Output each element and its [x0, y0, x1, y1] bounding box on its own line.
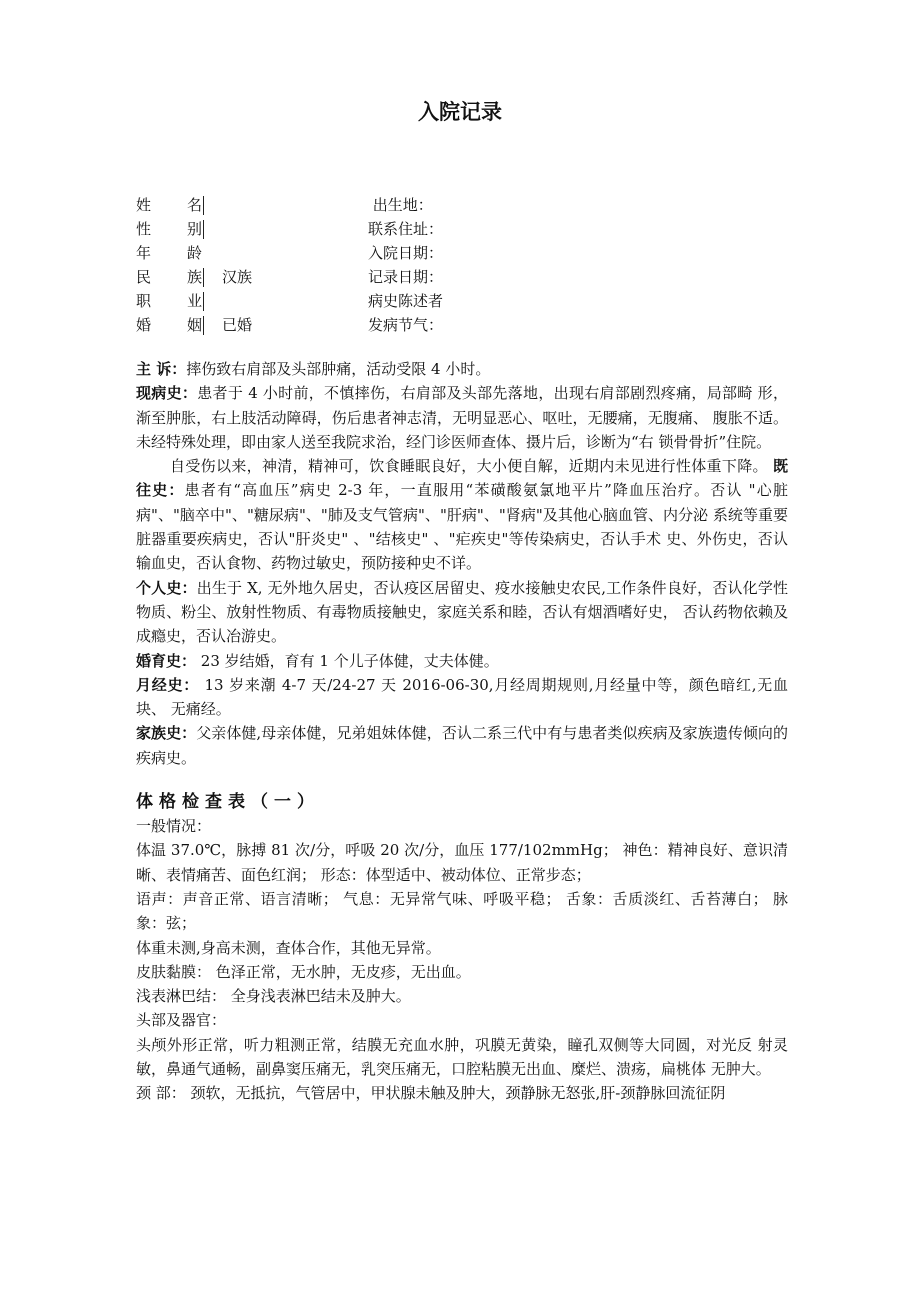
chief-complaint: 主 诉：摔伤致右肩部及头部肿痛，活动受限 4 小时。 — [136, 360, 491, 378]
info-row-occupation — [136, 289, 736, 313]
label-history-narrator: 病史陈述者 — [368, 292, 444, 310]
label-marital: 婚 姻 — [136, 316, 202, 334]
value-ethnicity: 汉族 — [222, 268, 253, 286]
label-ethnicity: 民 族 — [136, 268, 202, 286]
menstrual-history: 月经史： 13 岁来潮 4-7 天/24-27 天 2016-06-30,月经周期规则,月经量中等，颜色暗红,无血块、 无痛经。 — [136, 675, 788, 719]
section-label: 个人史： — [136, 578, 197, 597]
exam-section-title: 体格检查表（一） — [136, 792, 320, 813]
section-label: 主 诉： — [136, 360, 187, 378]
section-label: 既往史： — [136, 457, 788, 500]
family-history: 家族史：父亲体健,母亲体健，兄弟姐妹体健，否认二系三代中有与患者类似疾病及家族遗传倾向的疾病史。 — [136, 724, 788, 767]
document-title: 入院记录 — [418, 100, 502, 124]
label-onset-season: 发病节气： — [368, 316, 444, 334]
field-divider — [203, 316, 204, 335]
marital-history: 婚育史： 23 岁结婚，育有 1 个儿子体健，丈夫体健。 — [136, 651, 499, 670]
section-label: 月经史： — [136, 675, 199, 694]
field-divider — [203, 292, 204, 311]
personal-history: 个人史：出生于 X, 无外地久居史，否认疫区居留史、疫水接触史农民,工作条件良好，否认化学性物质、粉尘、放射性物质、有毒物质接触史，家庭关系和睦，否认有烟酒嗜好史， 否认药物依赖及成瘾史，否认冶游史。 — [136, 578, 788, 646]
label-age: 年 龄 — [136, 244, 202, 262]
section-label: 家族史： — [136, 724, 197, 743]
section-label: 婚育史： — [136, 651, 197, 670]
record-body — [136, 357, 788, 1106]
exam-weight: 体重未测,身高未测，查体合作，其他无异常。 — [136, 938, 441, 957]
info-row-ethnicity — [136, 265, 736, 289]
exam-skin: 皮肤黏膜： 色泽正常，无水肿，无皮疹，无出血。 — [136, 962, 471, 981]
present-illness-continued: 自受伤以来，神清，精神可，饮食睡眠良好，大小便自解，近期内未见进行性体重下降。 既往史：患者有“高血压”病史 2-3 年，一直服用“苯磺酸氨氯地平片”降血压治疗。否认 "心脏病"、"脑卒中"、"糖尿病"、"肺及支气管病"、"肝病"、"肾病"及其他心脑血管、内分泌 系统等重要脏器重要疾病史，否认"肝炎史" 、"结核史" 、"疟疾史"等传染病史，否认手术 史、外伤史，否认输血史，否认食物、药物过敏史，预防接种史不详。 — [136, 457, 788, 573]
head-label: 头部及器官： — [136, 1011, 227, 1030]
value-marital: 已婚 — [222, 316, 253, 334]
present-illness: 现病史：患者于 4 小时前，不慎摔伤，右肩部及头部先落地，出现右肩部剧烈疼痛，局部畸 形，渐至肿胀，右上肢活动障碍，伤后患者神志清，无明显恶心、呕吐，无腰痛，无腹痛、 腹胀不适。未经特殊处理，即由家人送至我院求治，经门诊医师查体、摄片后，诊断为“右 锁骨骨折”住院。 — [136, 384, 788, 451]
label-birthplace: 出生地： — [368, 196, 433, 214]
patient-info-block — [136, 193, 736, 337]
label-address: 联系住址： — [368, 220, 444, 238]
label-name: 姓 名 — [136, 196, 202, 214]
info-row-sex — [136, 217, 736, 241]
label-sex: 性 别 — [136, 220, 202, 238]
exam-vitals: 体温 37.0℃，脉搏 81 次/分，呼吸 20 次/分，血压 177/102mmHg； 神色：精神良好、意识清晰、表情痛苦、面色红润； 形态：体型适中、被动体位、正常步态； — [136, 841, 788, 884]
exam-lymph: 浅表淋巴结： 全身浅表淋巴结未及肿大。 — [136, 987, 411, 1006]
exam-neck: 颈 部： 颈软，无抵抗，气管居中，甲状腺未触及肿大，颈静脉无怒张,肝-颈静脉回流征阴 — [136, 1084, 726, 1103]
info-row-age — [136, 241, 736, 265]
field-divider — [203, 220, 204, 239]
field-divider — [203, 268, 204, 287]
exam-head: 头颅外形正常，听力粗测正常，结膜无充血水肿，巩膜无黄染，瞳孔双侧等大同圆，对光反 射灵敏，鼻通气通畅，副鼻窦压痛无，乳突压痛无，口腔粘膜无出血、糜烂、溃疡，扁桃体 无肿大。 — [136, 1035, 788, 1079]
info-row-name — [136, 193, 736, 217]
label-admission-date: 入院日期： — [368, 244, 444, 262]
label-occupation: 职 业 — [136, 292, 202, 310]
label-record-date: 记录日期： — [368, 268, 444, 286]
section-label: 现病史： — [136, 384, 198, 403]
info-row-marital — [136, 313, 736, 337]
exam-speech: 语声：声音正常、语言清晰； 气息：无异常气味、呼吸平稳； 舌象：舌质淡红、舌苔薄白； 脉象：弦； — [136, 889, 788, 933]
general-label: 一般情况： — [136, 817, 212, 836]
field-divider — [203, 196, 204, 215]
